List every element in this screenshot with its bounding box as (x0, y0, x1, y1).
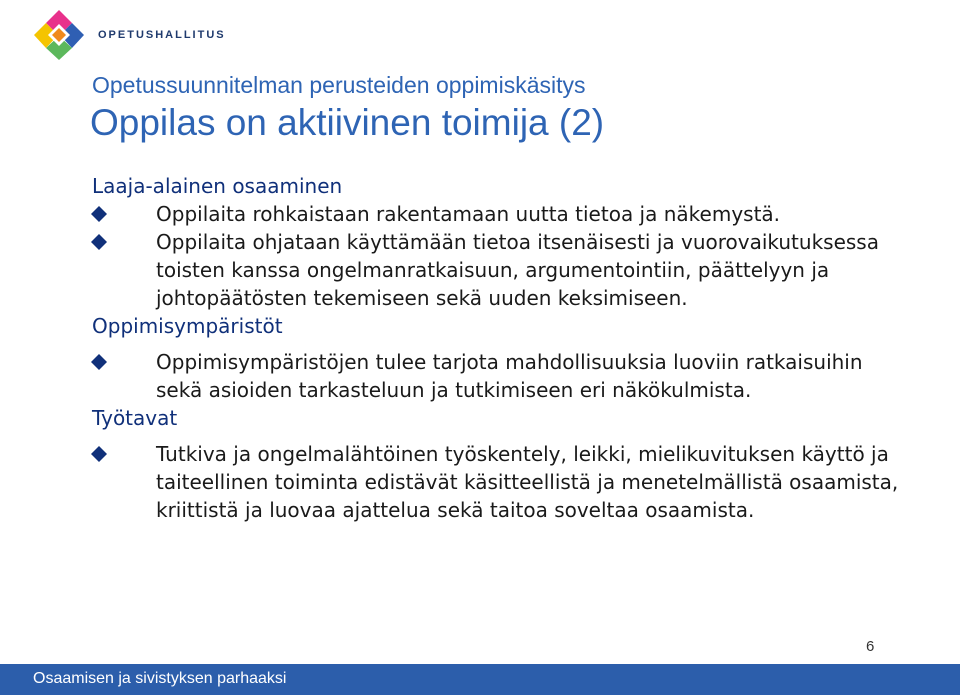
section-heading: Laaja-alainen osaaminen (92, 174, 343, 198)
list-item-text: Oppimisympäristöjen tulee tarjota mahdollisuuksia luoviin ratkaisuihin sekä asioiden tarkasteluun ja tutkimiseen eri näkökulmista. (156, 350, 863, 402)
diamond-bullet-icon (90, 353, 108, 371)
slide-title: Oppilas on aktiivinen toimija (2) (90, 102, 605, 143)
diamond-bullet-icon (90, 233, 108, 251)
list-item (92, 440, 912, 524)
slide-content (92, 172, 912, 524)
opetushallitus-logo-icon (32, 8, 86, 62)
slide-subtitle: Opetussuunnitelman perusteiden oppimiskäsitys (92, 72, 586, 98)
list-item (92, 348, 912, 404)
list-item-text: Oppilaita ohjataan käyttämään tietoa itsenäisesti ja vuorovaikutuksessa toisten kanssa ongelmanratkaisuun, argumentointiin, päättelyyn ja johtopäätösten tekemiseen sekä uuden keksimiseen. (156, 230, 879, 310)
page-number: 6 (866, 638, 875, 655)
diamond-bullet-icon (90, 205, 108, 223)
list-item (92, 200, 912, 228)
list-item-text: Tutkiva ja ongelmalähtöinen työskentely, leikki, mielikuvituksen käyttö ja taiteellinen toiminta edistävät käsitteellistä ja menetelmällistä osaamista, kriittistä ja luovaa ajattelua sekä taitoa soveltaa osaamista. (156, 442, 899, 522)
logo-text: OPETUSHALLITUS (98, 29, 226, 41)
list-item (92, 228, 912, 312)
logo (32, 8, 226, 62)
section-heading: Työtavat (92, 406, 178, 430)
footer-text: Osaamisen ja sivistyksen parhaaksi (33, 670, 287, 687)
list-item-text: Oppilaita rohkaistaan rakentamaan uutta tietoa ja näkemystä. (156, 202, 781, 226)
diamond-bullet-icon (90, 445, 108, 463)
section-heading: Oppimisympäristöt (92, 314, 283, 338)
footer-bar (0, 664, 960, 695)
